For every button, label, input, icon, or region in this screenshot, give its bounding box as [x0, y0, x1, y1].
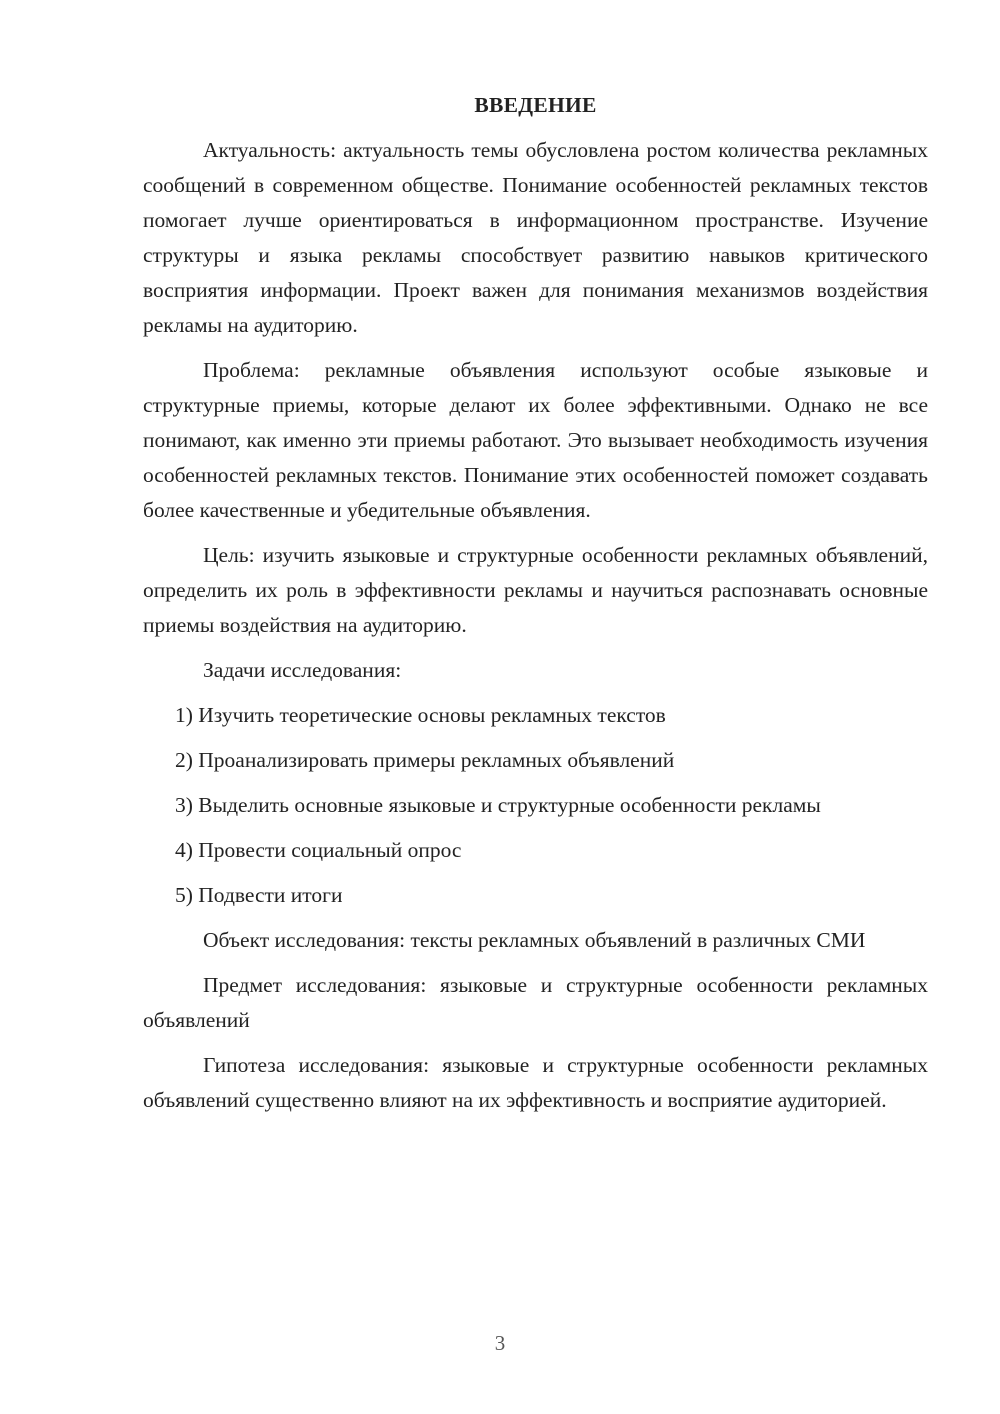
hypothesis-paragraph: Гипотеза исследования: языковые и структурные особенности рекламных объявлений существенно влияют на их эффективность и восприятие аудиторией.	[143, 1053, 928, 1112]
document-page	[143, 88, 928, 1128]
problem-paragraph: Проблема: рекламные объявления используют особые языковые и структурные приемы, которые делают их более эффективными. Однако не все понимают, как именно эти приемы работают. Это вызывает необходимость изучения особенностей рекламных текстов. Понимание этих особенностей поможет создавать более качественные и убедительные объявления.	[143, 358, 928, 522]
page-number: 3	[494, 1331, 506, 1355]
task-item: 4) Провести социальный опрос	[175, 838, 462, 862]
object-paragraph: Объект исследования: тексты рекламных объявлений в различных СМИ	[203, 928, 866, 952]
tasks-title: Задачи исследования:	[203, 658, 402, 682]
task-item: 5) Подвести итоги	[175, 883, 343, 907]
goal-paragraph: Цель: изучить языковые и структурные особенности рекламных объявлений, определить их роль в эффективности рекламы и научиться распознавать основные приемы воздействия на аудиторию.	[143, 543, 928, 637]
subject-paragraph: Предмет исследования: языковые и структурные особенности рекламных объявлений	[143, 973, 928, 1032]
task-item: 1) Изучить теоретические основы рекламных текстов	[175, 703, 666, 727]
relevance-paragraph: Актуальность: актуальность темы обусловлена ростом количества рекламных сообщений в современном обществе. Понимание особенностей рекламных текстов помогает лучше ориентироваться в информационном пространстве. Изучение структуры и языка рекламы способствует развитию навыков критического восприятия информации. Проект важен для понимания механизмов воздействия рекламы на аудиторию.	[143, 138, 928, 337]
task-item: 2) Проанализировать примеры рекламных объявлений	[175, 748, 675, 772]
section-heading: ВВЕДЕНИЕ	[474, 93, 597, 117]
task-item: 3) Выделить основные языковые и структурные особенности рекламы	[175, 793, 821, 817]
tasks-list	[143, 698, 928, 913]
